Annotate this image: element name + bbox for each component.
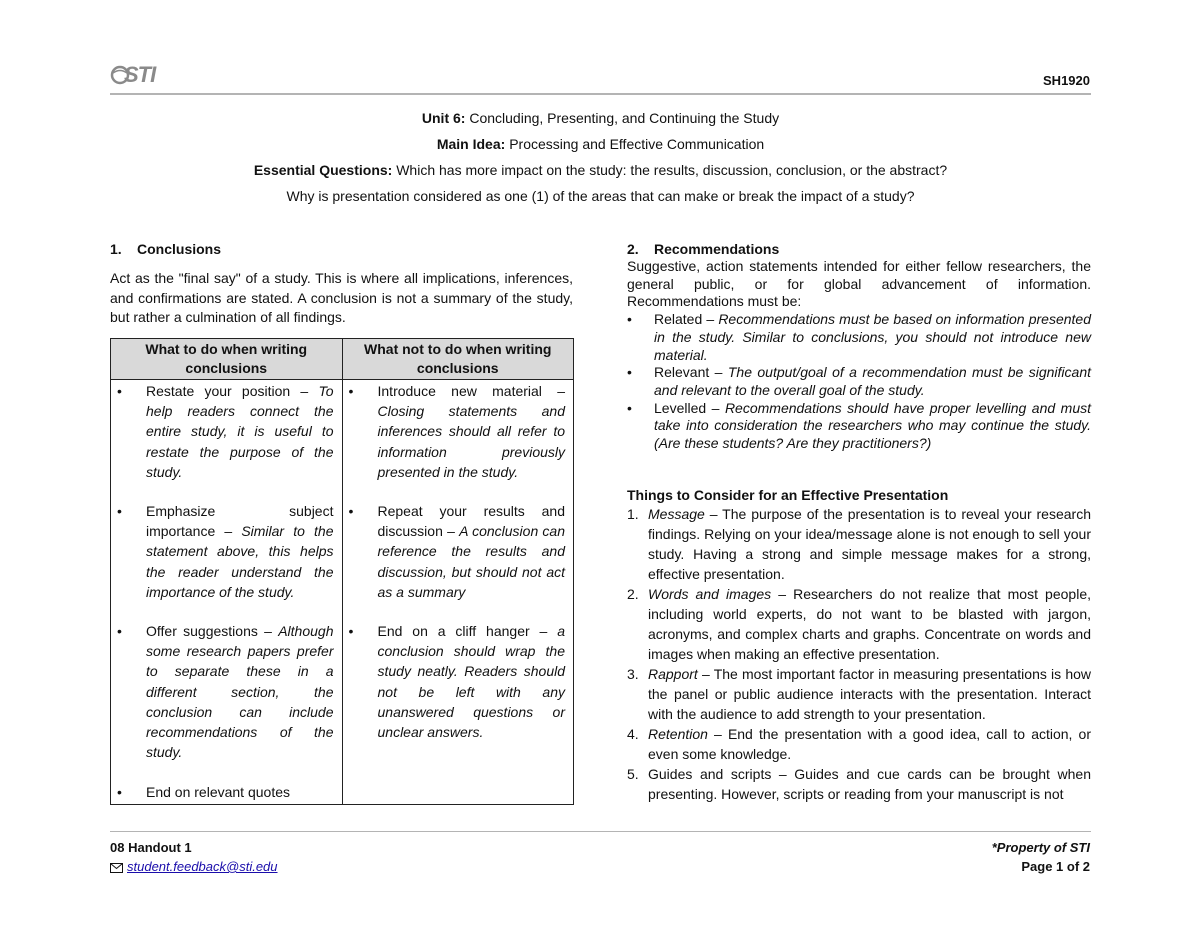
footer-right [992,838,1090,876]
page-number: Page 1 of 2 [1021,859,1090,874]
main-idea-text: Processing and Effective Communication [509,136,765,152]
item-text: Guides and scripts – Guides and cue cards can be brought when presenting. However, scripts or reading from your manuscript is not [648,766,1091,802]
feedback-email-link[interactable]: student.feedback@sti.edu [127,859,278,874]
item-lead: End on a cliff hanger – [377,623,558,639]
item-lead: Levelled – [654,399,725,416]
essential-question-1: Which has more impact on the study: the results, discussion, conclusion, or the abstract? [396,162,948,178]
item-number: 3. [627,666,639,682]
table-cell-do-3 [111,621,343,805]
table-cell-dont-3 [342,621,574,805]
table-header-do: What to do when writing conclusions [111,339,343,380]
essential-question-2: Why is presentation considered as one (1) of the areas that can make or break the impact of a study? [286,188,915,204]
item-text: Recommendations should have proper levelling and must take into consideration the researchers who may continue the study. (Are these students? Are they practitioners?) [654,399,1091,452]
conclusions-paragraph: Act as the "final say" of a study. This is where all implications, inferences, and confirmations are stated. A conclusion is not a summary of the study, but rather a culmination of all findings. [110,270,573,325]
table-item: • Offer suggestions – Although some research papers prefer to separate these in a different section, the conclusion can include recommendations of the study. [117,623,334,761]
item-lead: End on relevant quotes [146,784,290,801]
handout-label: 08 Handout 1 [110,840,192,855]
property-label: *Property of STI [991,840,1090,855]
item-text: The output/goal of a recommendation must be significant and relevant to the overall goal of the study. [654,364,1091,398]
main-idea-line [110,136,1091,152]
sti-logo [110,62,170,90]
recommendations-heading-text: Recommendations [654,241,780,257]
table-item: • Introduce new material – Closing statements and inferences should all refer to information previously presented in the study. [348,383,565,480]
item-text: – The most important factor in measuring presentations is how the panel or public audience interacts with the presentation. Interact with the audience to add strength to your presentation. [648,666,1091,722]
presentation-section [627,504,1091,804]
conclusions-table [110,338,574,805]
footer-left [110,838,278,876]
header-divider [110,93,1091,95]
list-item [627,584,1091,664]
conclusions-number: 1. [110,241,122,257]
list-item: • Relevant – The output/goal of a recommendation must be significant and relevant to the overall goal of the study. [627,364,1091,398]
table-cell-do-1 [111,380,343,502]
item-term: Retention [648,726,708,742]
list-item [627,504,1091,584]
table-item: • Repeat your results and discussion – A conclusion can reference the results and discussion, but should not act as a summary [348,503,566,600]
conclusions-heading [110,241,573,257]
item-lead: Offer suggestions – [146,623,279,639]
item-term: Rapport [648,666,698,682]
unit-label: Unit 6: [421,110,466,126]
envelope-icon [110,863,123,873]
item-text: – Researchers do not realize that most people, including world experts, do not want to be blasted with jargon, acronyms, and complex charts and graphs. Concentrate on words and images when making an effective presentation. [648,586,1091,662]
item-text: a conclusion should wrap the study neatly. Readers should not be left with any unanswered questions or unclear answers. [377,623,565,741]
unit-title: Concluding, Presenting, and Continuing the Study [469,110,780,126]
item-number: 4. [627,726,639,742]
item-number: 2. [627,586,639,602]
item-number: 1. [627,506,639,522]
recommendations-section [627,258,1091,453]
item-lead: Introduce new material – [377,383,565,399]
table-item: • End on a cliff hanger – a conclusion should wrap the study neatly. Readers should not be left with any unanswered questions or unclear answers. [348,623,565,741]
list-item [627,724,1091,764]
item-lead: Related – [654,311,719,328]
item-lead: Relevant – [654,364,728,381]
conclusions-heading-text: Conclusions [137,241,222,257]
recommendations-heading [627,241,1091,257]
list-item: • Levelled – Recommendations should have proper levelling and must take into consideration the researchers who may continue the study. (Are these students? Are they practitioners?) [627,399,1091,452]
item-number: 5. [627,766,639,782]
item-text: – The purpose of the presentation is to reveal your research findings. Relying on your idea/message alone is not enough to sell your study. Having a strong and simple message makes for a strong, effective presentation. [648,506,1091,582]
item-text: – End the presentation with a good idea, call to action, or even some knowledge. [648,726,1091,762]
item-term: Message [648,506,705,522]
table-cell-dont-1 [342,380,574,502]
logo-text: STI [124,62,156,87]
item-text: Although some research papers prefer to separate these in a different section, the conclusion can include recommendations of the study. [146,623,334,761]
table-item: • Restate your position – To help readers connect the entire study, it is useful to restate the purpose of the study. [117,383,334,480]
unit-title-line [110,110,1091,126]
list-item [627,664,1091,724]
item-lead: Repeat your results and discussion – [377,503,565,540]
table-header-dont: What not to do when writing conclusions [342,339,574,380]
essential-questions-line [110,162,1091,178]
recommendations-list [627,311,1091,453]
item-lead: Restate your position – [146,383,319,399]
list-item [627,764,1091,804]
recommendations-intro: Suggestive, action statements intended for either fellow researchers, the general public, or for global advancement of information. Recommendations must be: [627,258,1091,310]
document-code: SH1920 [1043,73,1090,88]
table-item: • End on relevant quotes [117,784,290,801]
item-text: Closing statements and inferences should all refer to information previously presented in the study. [377,403,565,480]
item-term: Words and images [648,586,772,602]
list-item: • Related – Recommendations must be based on information presented in the study. Similar to conclusions, you should not introduce new material. [627,311,1091,363]
item-lead: Emphasize subject importance – [146,503,334,540]
table-cell-do-2 [111,501,343,621]
presentation-list [627,504,1091,804]
table-cell-dont-2 [342,501,574,621]
footer-divider [110,831,1091,832]
item-text: To help readers connect the entire study, it is useful to restate the purpose of the study. [146,383,334,480]
main-idea-label: Main Idea: [436,136,506,152]
presentation-heading: Things to Consider for an Effective Presentation [627,487,949,503]
recommendations-number: 2. [627,241,639,257]
essential-questions-label: Essential Questions: [253,162,393,178]
table-item: • Emphasize subject importance – Similar to the statement above, this helps the reader understand the importance of the study. [117,503,334,600]
item-text: Recommendations must be based on information presented in the study. Similar to conclusions, you should not introduce new material. [654,311,1091,363]
item-text: A conclusion can reference the results and discussion, but should not act as a summary [377,523,566,600]
footer-email-line [110,857,278,876]
item-text: Similar to the statement above, this helps the reader understand the importance of the study. [146,523,334,600]
